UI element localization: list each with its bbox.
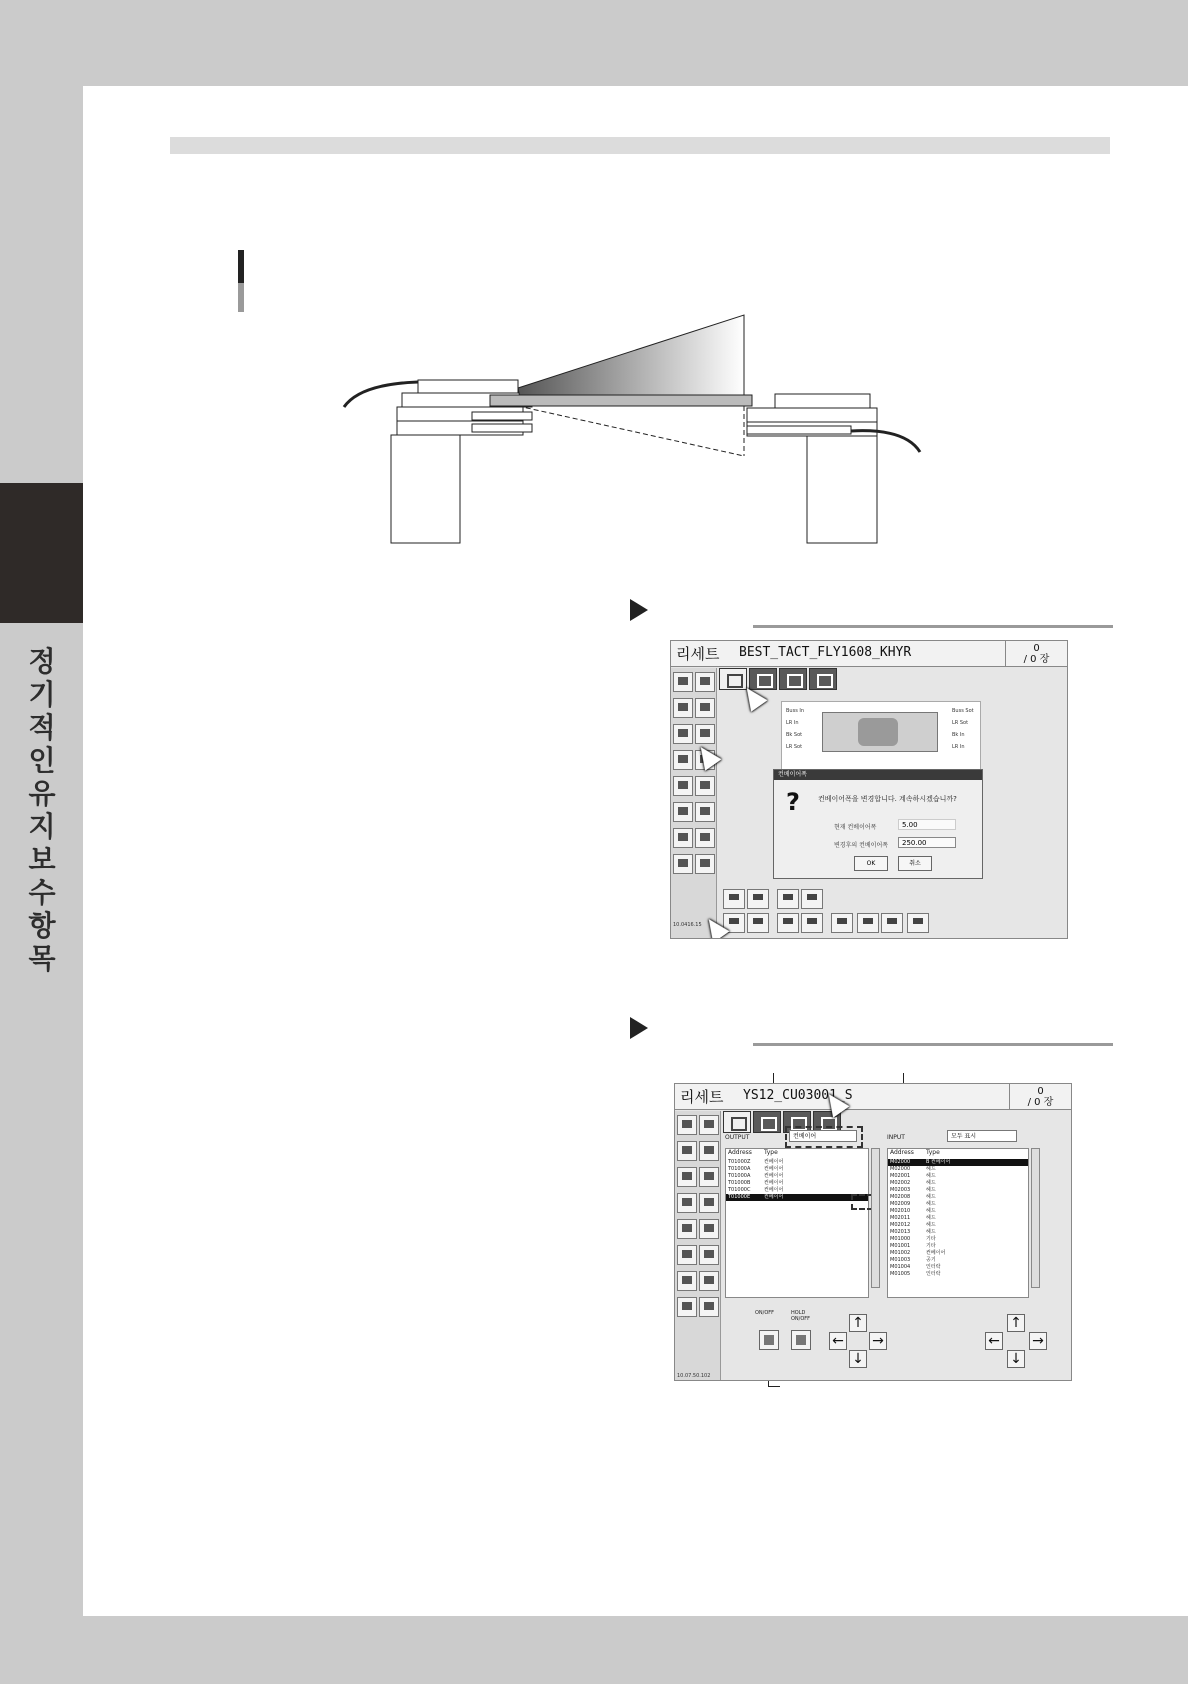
output-row-type: 컨베이어: [764, 1159, 784, 1165]
input-list[interactable]: [887, 1148, 1029, 1298]
toolbar-button-4[interactable]: [699, 1141, 719, 1161]
input-row-type: 헤드: [926, 1166, 936, 1172]
dialog-message: 컨베이어폭을 변경합니다. 계속하시겠습니까?: [818, 795, 957, 803]
toolbar-button-14[interactable]: [699, 1271, 719, 1291]
output-toggle-highlight: [851, 1194, 873, 1210]
down-arrow-button[interactable]: ↓: [849, 1350, 867, 1368]
section-marker: [238, 250, 244, 283]
bottom-button-11[interactable]: [881, 913, 903, 933]
input-row[interactable]: [888, 1222, 1028, 1229]
screen1-conveyor-width: [670, 640, 1068, 939]
step2-underline: [753, 1043, 1113, 1046]
input-row-type: 헤드: [926, 1187, 936, 1193]
board-counter: [1005, 641, 1067, 666]
toolbar-button-6[interactable]: [699, 1167, 719, 1187]
input-row[interactable]: [888, 1208, 1028, 1215]
input-row-address: M02000: [890, 1166, 911, 1172]
input-row-address: M02001: [890, 1173, 911, 1179]
toolbar-button-13[interactable]: [677, 1271, 697, 1291]
program-title: YS12_CU03001_S: [743, 1088, 853, 1103]
input-row-type: 헤드: [926, 1229, 936, 1235]
toolbar-button-11[interactable]: [677, 1245, 697, 1265]
output-row[interactable]: [726, 1159, 868, 1166]
down-arrow-button-2[interactable]: ↓: [1007, 1350, 1025, 1368]
section-marker-shade: [238, 283, 244, 312]
conveyor-label-6: LR Sot: [952, 720, 969, 726]
conveyor-width-dialog: [773, 769, 983, 879]
bottom-button-2[interactable]: [747, 889, 769, 909]
onoff-label: ON/OFF: [755, 1310, 775, 1316]
input-row[interactable]: [888, 1271, 1028, 1278]
input-row-type: 헤드: [926, 1222, 936, 1228]
up-arrow-button-2[interactable]: ↑: [1007, 1314, 1025, 1332]
input-type-combo[interactable]: 모두 표시: [947, 1130, 1017, 1142]
combo-highlight: [785, 1126, 863, 1148]
current-width-value: 5.00: [898, 819, 956, 830]
screen2-io-check: [674, 1083, 1072, 1381]
bottom-button-3[interactable]: [777, 889, 799, 909]
chapter-tab: [0, 483, 83, 623]
ok-button[interactable]: OK: [854, 856, 888, 871]
step1-underline: [753, 625, 1113, 628]
help-button[interactable]: [673, 854, 693, 874]
toolbar-button-13[interactable]: [673, 828, 693, 848]
output-row-address: T01000B: [728, 1180, 751, 1186]
input-row[interactable]: [888, 1229, 1028, 1236]
toolbar-button-11[interactable]: [673, 802, 693, 822]
output-row-type: 컨베이어: [764, 1187, 784, 1193]
input-row-address: M01005: [890, 1271, 911, 1277]
output-row[interactable]: [726, 1166, 868, 1173]
sensor-diagram: [340, 310, 930, 550]
bottom-button-4[interactable]: [801, 889, 823, 909]
input-row[interactable]: [888, 1180, 1028, 1187]
input-row-type: B 컨베이어: [926, 1159, 951, 1165]
info-button[interactable]: [695, 854, 715, 874]
output-type-combo[interactable]: 컨베이어: [789, 1130, 857, 1142]
tab-io[interactable]: [753, 1111, 781, 1133]
conveyor-label-7: Bk In: [952, 732, 965, 738]
input-row[interactable]: [888, 1236, 1028, 1243]
callout-line-onoff-h: [768, 1386, 780, 1387]
header-bar: [170, 137, 1110, 154]
input-row-type: 헤드: [926, 1173, 936, 1179]
toolbar-button-2[interactable]: [695, 672, 715, 692]
tab-machine[interactable]: [809, 668, 837, 690]
output-row[interactable]: [726, 1180, 868, 1187]
input-row-address: M01003: [890, 1257, 911, 1263]
input-row-type: 기타: [926, 1243, 936, 1249]
hold-label: HOLD ON/OFF: [791, 1310, 811, 1322]
input-row-address: M02012: [890, 1222, 911, 1228]
left-toolbar: [671, 668, 717, 938]
input-row[interactable]: [888, 1194, 1028, 1201]
toolbar-button-10[interactable]: [695, 776, 715, 796]
counter-total: / 0 장: [1027, 1097, 1054, 1108]
status-readout: 10.07.50.102: [677, 1373, 711, 1379]
output-row-address: T01000E: [728, 1194, 751, 1200]
bottom-button-1[interactable]: [723, 889, 745, 909]
input-header: INPUT: [887, 1134, 905, 1141]
question-icon: ?: [786, 788, 800, 816]
bottom-button-8[interactable]: [801, 913, 823, 933]
output-row-address: T01000C: [728, 1187, 751, 1193]
reset-button[interactable]: 리세트: [676, 645, 720, 663]
input-row-address: M02003: [890, 1187, 911, 1193]
input-row-address: M01000: [890, 1236, 911, 1242]
step2-arrow: [630, 1017, 648, 1039]
input-row-type: 인터락: [926, 1264, 941, 1270]
toolbar-button-9[interactable]: [673, 776, 693, 796]
help-button[interactable]: [677, 1297, 697, 1317]
output-row[interactable]: [726, 1194, 868, 1201]
current-width-label: 현재 컨베이어폭: [834, 824, 877, 831]
input-row-address: M02000: [890, 1159, 911, 1165]
toolbar-button-7[interactable]: [673, 750, 693, 770]
conveyor-label-3: Bk Sot: [786, 732, 803, 738]
tab-conveyor[interactable]: [723, 1111, 751, 1133]
output-row-address: T01000A: [728, 1166, 751, 1172]
right-arrow-button[interactable]: →: [869, 1332, 887, 1350]
output-row-type: 컨베이어: [764, 1173, 784, 1179]
reset-button[interactable]: 리세트: [680, 1088, 724, 1106]
input-row[interactable]: [888, 1215, 1028, 1222]
input-row-type: 헤드: [926, 1194, 936, 1200]
conveyor-label-2: LR In: [786, 720, 799, 726]
input-row[interactable]: [888, 1187, 1028, 1194]
input-row-address: M02013: [890, 1229, 911, 1235]
hold-button[interactable]: [791, 1330, 811, 1350]
toolbar-button-5[interactable]: [673, 724, 693, 744]
input-row-type: 헤드: [926, 1208, 936, 1214]
input-row-type: 헤드: [926, 1201, 936, 1207]
output-row-type: 컨베이어: [764, 1194, 784, 1200]
input-row[interactable]: [888, 1166, 1028, 1173]
screen1-titlebar: [671, 641, 1067, 667]
toolbar-button-6[interactable]: [695, 724, 715, 744]
toolbar-button-10[interactable]: [699, 1219, 719, 1239]
toolbar-button-1[interactable]: [677, 1115, 697, 1135]
program-title: BEST_TACT_FLY1608_KHYR: [739, 645, 912, 660]
input-row[interactable]: [888, 1250, 1028, 1257]
input-row-address: M01001: [890, 1243, 911, 1249]
up-arrow-button[interactable]: ↑: [849, 1314, 867, 1332]
bottom-button-10[interactable]: [857, 913, 879, 933]
chapter-label: 정기적인 유지보수 항목: [28, 645, 56, 975]
input-row-address: M01002: [890, 1250, 911, 1256]
input-col-address: Address: [890, 1149, 914, 1156]
toolbar-button-5[interactable]: [677, 1167, 697, 1187]
conveyor-label-5: Buss Sot: [952, 708, 974, 714]
input-row-type: 기타: [926, 1236, 936, 1242]
input-row-type: 컨베이어: [926, 1250, 946, 1256]
info-button[interactable]: [699, 1297, 719, 1317]
counter-value: 0: [1037, 1086, 1044, 1097]
board-counter: [1009, 1084, 1071, 1109]
input-scrollbar[interactable]: [1031, 1148, 1040, 1288]
output-row-address: T01000A: [728, 1173, 751, 1179]
step1-arrow: [630, 599, 648, 621]
input-row-type: 헤드: [926, 1180, 936, 1186]
input-row-type: 공기: [926, 1257, 936, 1263]
output-row[interactable]: [726, 1187, 868, 1194]
toolbar-button-7[interactable]: [677, 1193, 697, 1213]
input-row-type: 인터락: [926, 1271, 941, 1277]
input-row[interactable]: [888, 1257, 1028, 1264]
output-header: OUTPUT: [725, 1134, 750, 1141]
input-row-address: M01004: [890, 1264, 911, 1270]
left-toolbar: [675, 1111, 721, 1380]
toolbar-button-3[interactable]: [677, 1141, 697, 1161]
toolbar-button-9[interactable]: [677, 1219, 697, 1239]
output-row-address: T01000Z: [728, 1159, 751, 1165]
tab-conveyor[interactable]: [719, 668, 747, 690]
output-list[interactable]: [725, 1148, 869, 1298]
tab-nozzle[interactable]: [779, 668, 807, 690]
toolbar-button-14[interactable]: [695, 828, 715, 848]
left-arrow-button[interactable]: ←: [829, 1332, 847, 1350]
toolbar-button-3[interactable]: [673, 698, 693, 718]
input-row[interactable]: [888, 1243, 1028, 1250]
left-arrow-button-2[interactable]: ←: [985, 1332, 1003, 1350]
input-row-address: M02002: [890, 1180, 911, 1186]
bottom-button-7[interactable]: [777, 913, 799, 933]
input-col-type: Type: [926, 1149, 940, 1156]
counter-total: / 0 장: [1023, 654, 1050, 665]
input-row-address: M02008: [890, 1194, 911, 1200]
new-width-label: 변경후의 컨베이어폭: [834, 842, 889, 849]
output-scrollbar[interactable]: [871, 1148, 880, 1288]
output-row-type: 컨베이어: [764, 1166, 784, 1172]
screen2-titlebar: [675, 1084, 1071, 1110]
counter-value: 0: [1033, 643, 1040, 654]
toolbar-button-8[interactable]: [699, 1193, 719, 1213]
dialog-title: 컨베이어폭: [774, 770, 982, 780]
input-row-type: 헤드: [926, 1215, 936, 1221]
toolbar-button-4[interactable]: [695, 698, 715, 718]
right-arrow-button-2[interactable]: →: [1029, 1332, 1047, 1350]
input-row[interactable]: [888, 1159, 1028, 1166]
input-row-address: M02011: [890, 1215, 911, 1221]
toolbar-button-12[interactable]: [695, 802, 715, 822]
status-readout: 10.0416.15: [673, 922, 702, 928]
toolbar-button-2[interactable]: [699, 1115, 719, 1135]
bottom-button-12[interactable]: [907, 913, 929, 933]
new-width-input[interactable]: 250.00: [898, 837, 956, 848]
conveyor-label-8: LR In: [952, 744, 965, 750]
toolbar-button-12[interactable]: [699, 1245, 719, 1265]
input-row-address: M02009: [890, 1201, 911, 1207]
bottom-button-9[interactable]: [831, 913, 853, 933]
bottom-button-6[interactable]: [747, 913, 769, 933]
board-shape: [858, 718, 898, 746]
conveyor-label-1: Buss In: [786, 708, 805, 714]
output-col-address: Address: [728, 1149, 752, 1156]
output-col-type: Type: [764, 1149, 778, 1156]
input-row-address: M02010: [890, 1208, 911, 1214]
onoff-button[interactable]: [759, 1330, 779, 1350]
input-row[interactable]: [888, 1173, 1028, 1180]
output-row[interactable]: [726, 1173, 868, 1180]
output-row-type: 컨베이어: [764, 1180, 784, 1186]
input-row[interactable]: [888, 1264, 1028, 1271]
cancel-button[interactable]: 취소: [898, 856, 932, 871]
input-row[interactable]: [888, 1201, 1028, 1208]
toolbar-button-1[interactable]: [673, 672, 693, 692]
conveyor-label-4: LR Sot: [786, 744, 803, 750]
